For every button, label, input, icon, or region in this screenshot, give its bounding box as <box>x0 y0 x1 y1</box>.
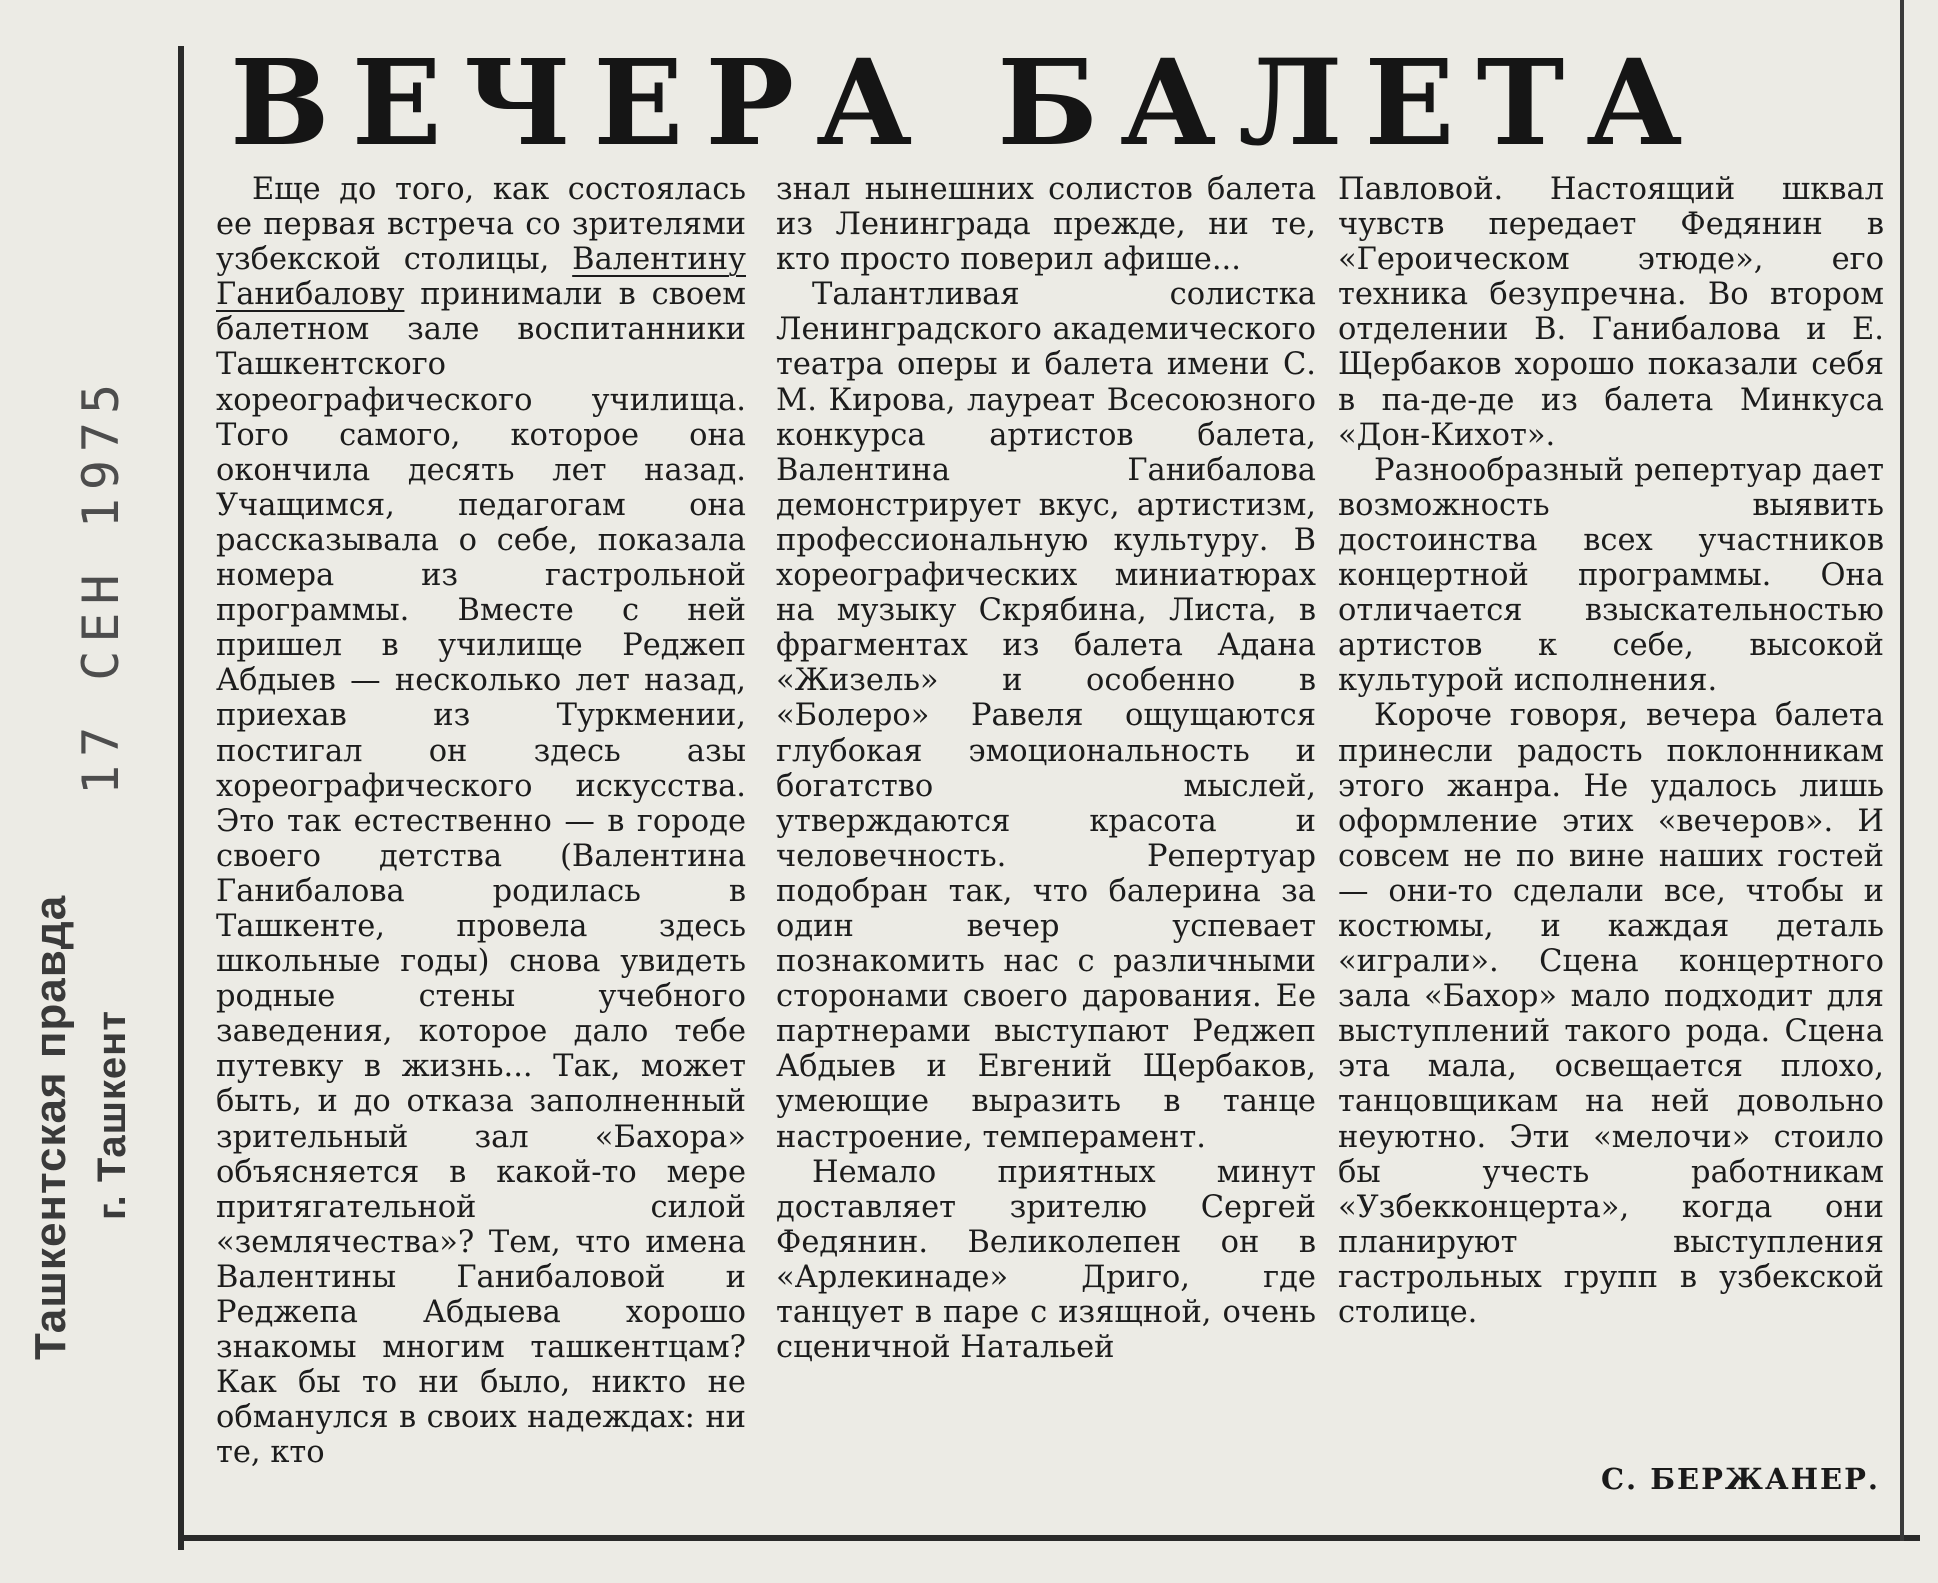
paragraph: Павловой. Настоящий шквал чувств передает Федянин в «Героическом этюде», его техника безупречна. Во втором отделении В. Ганибалова и Е. Щербаков хорошо показали себя в па-де-де из балета Минкуса «Дон-Кихот». <box>1338 172 1884 453</box>
newspaper-name-stamp <box>26 860 96 1360</box>
frame-left-rule <box>178 46 184 1550</box>
article-column-1 <box>216 172 746 1470</box>
article-column-3 <box>1338 172 1884 1330</box>
paragraph: знал нынешних солистов балета из Ленинграда прежде, ни те, кто просто поверил афише... <box>776 172 1316 278</box>
underlined-name: Валентину Ганибалову <box>216 242 746 313</box>
paragraph: Талантливая солистка Ленинградского академического театра оперы и балета имени С. М. Кирова, лауреат Всесоюзного конкурса артистов балета, Валентина Ганибалова демонстрирует вкус, артистизм, профессиональную культуру. В хореографических миниатюрах на музыку Скрябина, Листа, в фрагментах из балета Адана «Жизель» и особенно в «Болеро» Равеля ощущаются глубокая эмоциональность и богатство мыслей, утверждаются красота и человечность. Репертуар подобран так, что балерина за один вечер успевает познакомить нас с различными сторонами своего дарования. Ее партнерами выступают Реджеп Абдыев и Евгений Щербаков, умеющие выразить в танце настроение, темперамент. <box>776 277 1316 1155</box>
article-column-2 <box>776 172 1316 1365</box>
paragraph <box>216 172 746 1470</box>
frame-bottom-rule <box>180 1535 1920 1541</box>
paragraph: Разнообразный репертуар дает возможность выявить достоинства всех участников концертной программы. Она отличается взыскательностью артистов к себе, высокой культурой исполнения. <box>1338 452 1884 699</box>
article-headline: ВЕЧЕРА БАЛЕТА <box>230 33 1705 172</box>
paragraph: Немало приятных минут доставляет зрителю Сергей Федянин. Великолепен он в «Арлекинаде» Дриго, где танцует в паре с изящной, очень сценичной Натальей <box>776 1154 1316 1366</box>
paragraph-text: Еще до того, как состоялась ее первая встреча со зрителями узбекской столицы, <box>216 172 746 278</box>
paragraph: Короче говоря, вечера балета принесли радость поклонникам этого жанра. Не удалось лишь оформление этих «вечеров». И совсем не по вине наших гостей — они-то сделали все, чтобы и костюмы, и каждая деталь «играли». Сцена концертного зала «Бахор» мало подходит для выступлений такого рода. Сцена эта мала, освещается плохо, танцовщикам на ней довольно неуютно. Эти «мелочи» стоило бы учесть работникам «Узбекконцерта», когда они планируют выступления гастрольных групп в узбекской столице. <box>1338 698 1884 1330</box>
date-stamp-text: 17 СЕН 1975 <box>72 375 130 795</box>
frame-right-rule <box>1900 0 1904 1541</box>
newspaper-name-text: Ташкентская правда <box>26 894 75 1360</box>
paragraph-text: принимали в своем балетном зале воспитанники Ташкентского хореографического училища. Того самого, которое она окончила десять лет назад. Учащимся, педагогам она рассказывала о себе, показала номера из гастрольной программы. Вместе с ней пришел в училище Реджеп Абдыев — несколько лет назад, приехав из Туркмении, постигал он здесь азы хореографического искусства. Это так естественно — в городе своего детства (Валентина Ганибалова родилась в Ташкенте, провела здесь школьные годы) снова увидеть родные стены учебного заведения, которое дало тебе путевку в жизнь... Так, может быть, и до отказа заполненный зрительный зал «Бахора» объясняется в какой-то мере притягательной силой «землячества»? Тем, что имена Валентины Ганибаловой и Реджепа Абдыева хорошо знакомы многим ташкентцам? Как бы то ни было, никто не обманулся в своих надеждах: ни те, кто <box>216 277 746 1471</box>
author-signature: С. БЕРЖАНЕР. <box>1600 1462 1880 1496</box>
date-stamp <box>72 375 142 795</box>
city-stamp <box>90 990 150 1220</box>
city-stamp-text: г. Ташкент <box>90 1010 134 1220</box>
